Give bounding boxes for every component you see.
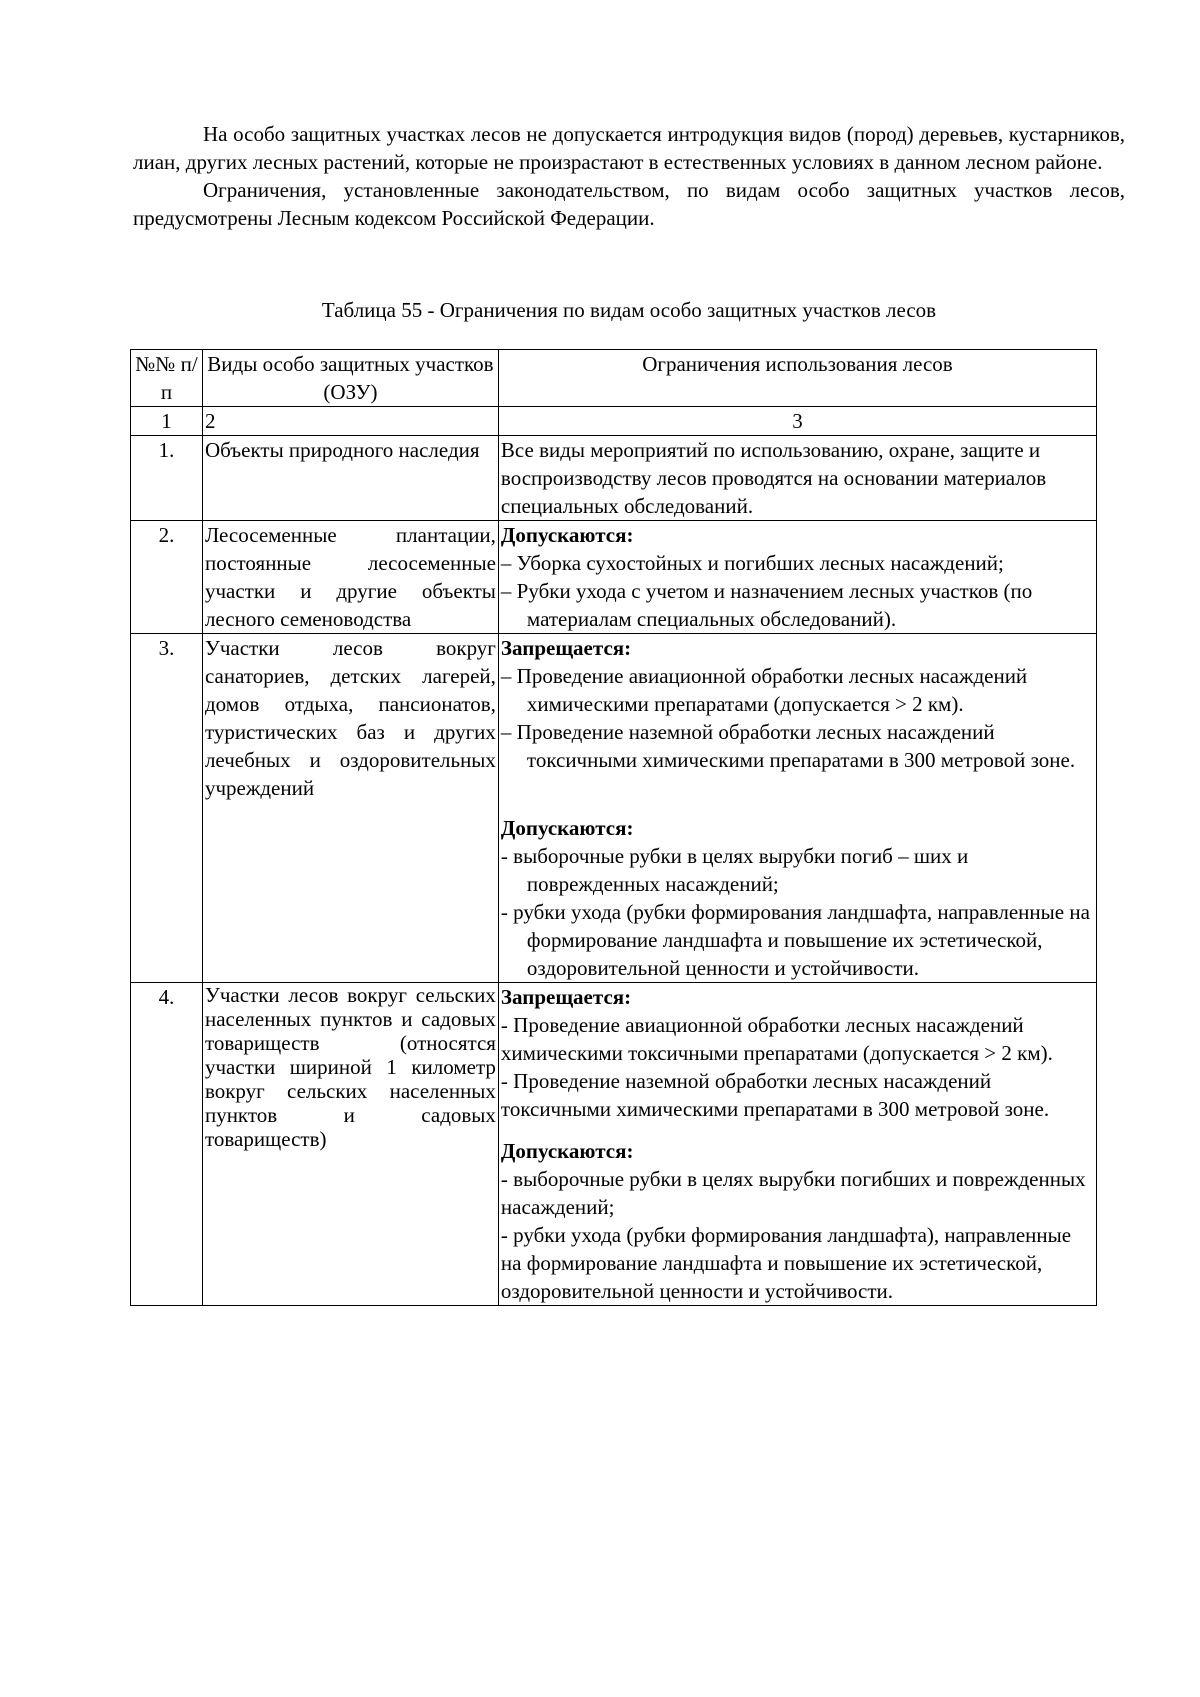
row-restrictions [498, 521, 1096, 634]
table-row [131, 436, 1097, 521]
header-restrictions: Ограничения использования лесов [498, 350, 1096, 407]
intro-paragraph-2: Ограничения, установленные законодательством, по видам особо защитных участков лесов, предусмотрены Лесным кодексом Российской Федерации. [133, 178, 1125, 230]
allowed-item: - выборочные рубки в целях вырубки погибших и поврежденных насаждений; [500, 1167, 1086, 1219]
row-type: Объекты природного наследия [202, 436, 498, 521]
allowed-title: Допускаются: [500, 523, 634, 547]
intro-paragraph-1: На особо защитных участках лесов не допускается интродукция видов (пород) деревьев, кустарников, лиан, других лесных растений, которые не произрастают в естественных условиях в данном лесном районе. [133, 122, 1125, 174]
col-number-2: 2 [202, 407, 498, 436]
table-column-numbers-row [131, 407, 1097, 436]
row-type: Лесосеменные плантации, постоянные лесосеменные участки и другие объекты лесного семеноводства [202, 521, 498, 634]
forbidden-title: Запрещается: [500, 985, 632, 1009]
allowed-item: – Уборка сухостойных и погибших лесных насаждений; [500, 551, 1004, 575]
forbidden-item: - Проведение наземной обработки лесных насаждений токсичными химическими препаратами в 300 метровой зоне. [500, 1069, 1050, 1121]
table-row [131, 521, 1097, 634]
row-type: Участки лесов вокруг сельских населенных пунктов и садовых товариществ (относятся участки шириной 1 километр вокруг сельских населенных пунктов и садовых товариществ) [202, 983, 498, 1306]
forbidden-item: – Проведение наземной обработки лесных насаждений токсичными химическими препаратами в 300 метровой зоне. [500, 720, 1076, 772]
table-row [131, 983, 1097, 1306]
header-number: №№ п/п [131, 350, 203, 407]
row-number: 4. [131, 983, 203, 1306]
table-caption: Таблица 55 - Ограничения по видам особо защитных участков лесов [321, 298, 937, 322]
forbidden-title: Запрещается: [500, 636, 632, 660]
row-number: 1. [131, 436, 203, 521]
row-number: 2. [131, 521, 203, 634]
table-row [131, 634, 1097, 983]
row-number: 3. [131, 634, 203, 983]
allowed-item: – Рубки ухода с учетом и назначением лесных участков (по материалам специальных обследований). [500, 579, 1033, 631]
table-header-row [131, 350, 1097, 407]
allowed-item: - выборочные рубки в целях вырубки погиб – ших и поврежденных насаждений; [500, 844, 969, 896]
col-number-1: 1 [131, 407, 203, 436]
allowed-title: Допускаются: [500, 1139, 634, 1163]
forbidden-item: – Проведение авиационной обработки лесных насаждений химическими препаратами (допускается > 2 км). [500, 664, 1028, 716]
col-number-3: 3 [498, 407, 1096, 436]
allowed-item: - рубки ухода (рубки формирования ландшафта, направленные на формирование ландшафта и повышение их эстетической, оздоровительной ценности и устойчивости. [500, 900, 1090, 980]
row-type: Участки лесов вокруг санаториев, детских лагерей, домов отдыха, пансионатов, туристических баз и других лечебных и оздоровительных учреждений [202, 634, 498, 983]
row-restrictions [498, 983, 1096, 1306]
allowed-title: Допускаются: [500, 816, 634, 840]
intro-text [133, 120, 1125, 232]
row-restrictions [498, 634, 1096, 983]
allowed-item: - рубки ухода (рубки формирования ландшафта), направленные на формирование ландшафта и повышение их эстетической, оздоровительной ценности и устойчивости. [500, 1223, 1072, 1303]
forbidden-item: - Проведение авиационной обработки лесных насаждений химическими токсичными препаратами (допускается > 2 км). [500, 1013, 1053, 1065]
row-restriction-text: Все виды мероприятий по использованию, охране, защите и воспроизводству лесов проводятся на основании материалов специальных обследований. [498, 436, 1096, 521]
restrictions-table [130, 349, 1097, 1306]
header-type: Виды особо защитных участков (ОЗУ) [202, 350, 498, 407]
